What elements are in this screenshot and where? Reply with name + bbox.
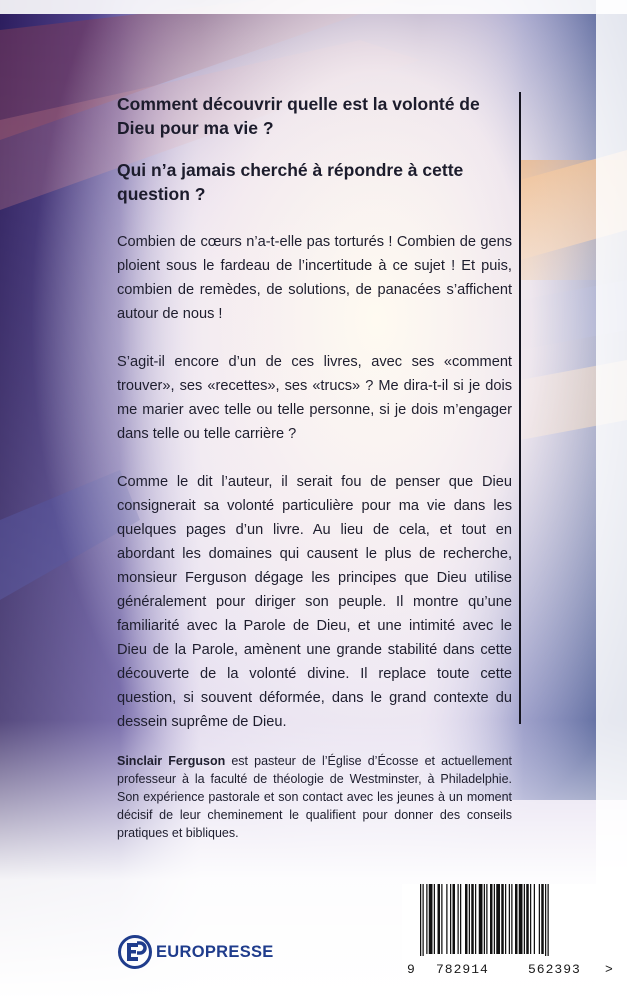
publisher-logo bbox=[118, 935, 274, 969]
barcode-bar bbox=[423, 884, 424, 956]
paragraph-3: Comme le dit l’auteur, il serait fou de penser que Dieu consignerait sa volonté particulière pour ma vie dans les quelques pages d’un livre. Au lieu de cela, et tout en abordant les domaines qui causent le plus de recherche, monsieur Ferguson dégage les principes que Dieu utilise généralement pour diriger son peuple. Il montre qu’une familiarité avec la Parole de Dieu, et une intimité avec le Dieu de la Parole, amènent une grande stabilité dans cette découverte de la volonté divine. Il replace toute cette question, si souvent déformée, dans le grand contexte du dessein suprême de Dieu. bbox=[117, 474, 512, 730]
barcode-bar bbox=[484, 884, 485, 954]
barcode-bar bbox=[475, 884, 476, 954]
barcode-bar bbox=[453, 884, 456, 954]
barcode-bar bbox=[511, 884, 512, 954]
barcode-bar bbox=[524, 884, 525, 954]
barcode-marker: > bbox=[605, 962, 614, 977]
barcode-bar bbox=[469, 884, 470, 954]
barcode-bar bbox=[541, 884, 544, 954]
barcode-digit-prefix: 9 bbox=[407, 962, 416, 977]
author-name: Sinclair Ferguson bbox=[117, 754, 226, 768]
barcode-bar bbox=[526, 884, 529, 954]
barcode-bar bbox=[471, 884, 474, 954]
barcode-bar bbox=[534, 884, 535, 954]
barcode-bar bbox=[501, 884, 504, 954]
barcode-bar bbox=[490, 884, 493, 954]
isbn-barcode bbox=[402, 884, 617, 980]
heading-question-1: Comment découvrir quelle est la volonté de Dieu pour ma vie ? bbox=[117, 94, 480, 138]
barcode-bar bbox=[515, 884, 518, 954]
barcode-bar bbox=[429, 884, 433, 954]
barcode-bar bbox=[458, 884, 459, 954]
barcode-bar bbox=[530, 884, 531, 954]
barcode-bar bbox=[441, 884, 442, 954]
barcode-bar bbox=[494, 884, 495, 954]
europresse-logo-icon bbox=[118, 935, 152, 969]
barcode-bar bbox=[505, 884, 506, 954]
paragraph-2: S’agit-il encore d’un de ces livres, avec ses «comment trouver», ses «recettes», ses «trucs» ? Me dira-t-il si je dois me marier avec telle ou telle personne, si je dois m’engager dans telle ou telle carrière ? bbox=[117, 354, 512, 442]
barcode-bar bbox=[438, 884, 441, 954]
author-bio bbox=[117, 752, 512, 842]
heading-question-2: Qui n’a jamais cherché à répondre à cette question ? bbox=[117, 160, 464, 204]
barcode-digits-group-2: 562393 bbox=[528, 962, 581, 977]
barcode-bar bbox=[446, 884, 447, 954]
barcode-bar bbox=[479, 884, 483, 954]
barcode-digits-group-1: 782914 bbox=[436, 962, 489, 977]
barcode-bar bbox=[545, 884, 546, 956]
barcode-bar bbox=[539, 884, 540, 954]
author-bio-text: est pasteur de l’Église d’Écosse et actuellement professeur à la faculté de théologie de Westminster, à Philadelphie. Son expérience pastorale et son contact avec les jeunes à un moment décisif de leur cheminement le qualifient pour donner des conseils pratiques et bibliques. bbox=[117, 754, 512, 840]
barcode-bar bbox=[509, 884, 510, 954]
barcode-bar bbox=[426, 884, 427, 954]
barcode-bar bbox=[548, 884, 549, 956]
paragraph-1: Combien de cœurs n’a-t-elle pas torturés ! Combien de gens ploient sous le fardeau de l’incertitude à ce sujet ! Et puis, combien de remèdes, de solutions, de panacées s’affichent autour de nous ! bbox=[117, 234, 512, 322]
barcode-bar bbox=[450, 884, 451, 954]
barcode-bar bbox=[519, 884, 523, 954]
vertical-rule bbox=[519, 92, 521, 724]
back-cover-text bbox=[117, 92, 512, 842]
barcode-bar bbox=[486, 884, 487, 954]
barcode-bar bbox=[460, 884, 461, 954]
barcode-bars bbox=[420, 884, 610, 956]
publisher-name: EUROPRESSE bbox=[156, 942, 274, 961]
barcode-bar bbox=[420, 884, 421, 956]
barcode-bar bbox=[434, 884, 435, 954]
barcode-bar bbox=[465, 884, 468, 954]
barcode-bar bbox=[496, 884, 500, 954]
